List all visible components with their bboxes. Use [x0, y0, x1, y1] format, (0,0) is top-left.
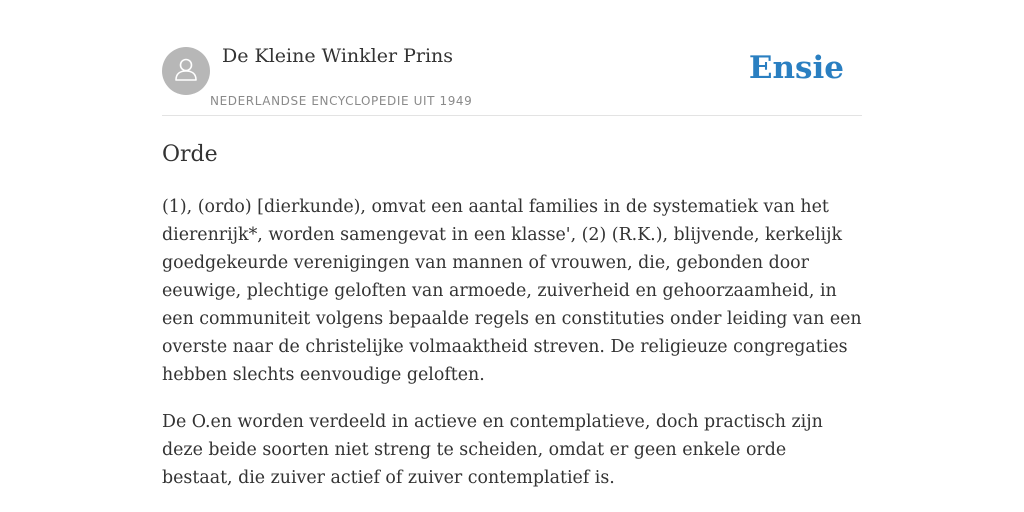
brand-logo[interactable]: Ensie: [748, 50, 844, 86]
author-name[interactable]: De Kleine Winkler Prins: [222, 45, 454, 67]
article-paragraph: (1), (ordo) [dierkunde), omvat een aantal families in de systematiek van het dierenrijk*, worden samengevat in een klasse', (2) (R.K.), blijvende, kerkelijk goedgekeurde verenigingen van mannen of vrouwen, die, gebonden door eeuwige, plechtige geloften van armoede, zuiverheid en gehoorzaamheid, in een communiteit volgens bepaalde regels en constituties onder leiding van een overste naar de christelijke volmaaktheid streven. De religieuze congregaties hebben slechts eenvoudige geloften.: [162, 197, 862, 385]
source-subtitle: NEDERLANDSE ENCYCLOPEDIE UIT 1949: [210, 94, 473, 108]
article-title: Orde: [162, 142, 218, 167]
author-avatar[interactable]: [162, 47, 210, 95]
user-silhouette-icon: [172, 55, 200, 88]
header: [162, 0, 862, 116]
content-column: [162, 0, 862, 492]
article-paragraph: De O.en worden verdeeld in actieve en contemplatieve, doch practisch zijn deze beide soorten niet streng te scheiden, omdat er geen enkele orde bestaat, die zuiver actief of zuiver contemplatief is.: [162, 412, 823, 488]
